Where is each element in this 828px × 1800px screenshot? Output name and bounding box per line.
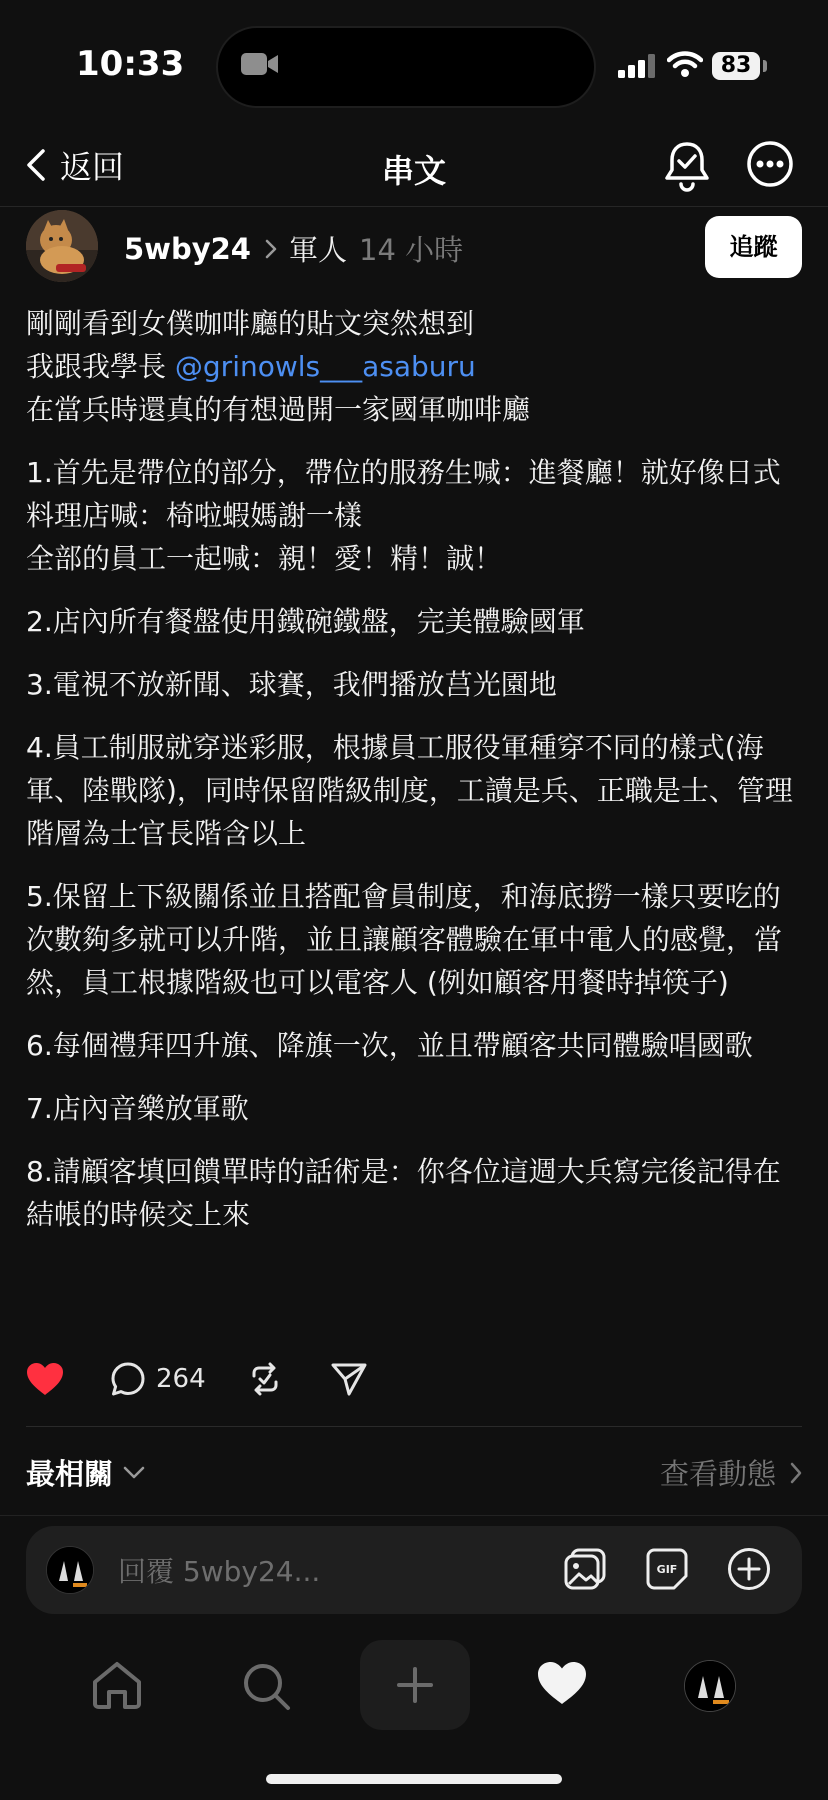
sort-label: 最相關 [26, 1457, 114, 1491]
add-circle-icon[interactable] [726, 1546, 772, 1592]
heart-filled-icon [26, 1362, 64, 1396]
tab-search[interactable] [240, 1660, 292, 1712]
post-intro [26, 302, 802, 431]
clock: 10:33 [76, 44, 185, 84]
thread-header [0, 130, 828, 207]
post-point-1: 1.首先是帶位的部分，帶位的服務生喊：進餐廳！就好像日式料理店喊：椅啦蝦媽謝一樣 全部的員工一起喊：親！愛！精！誠！ [26, 456, 781, 575]
home-indicator [266, 1774, 562, 1784]
chevron-left-icon [26, 148, 46, 182]
user-mention[interactable]: @grinowls___asaburu [174, 350, 476, 383]
like-button[interactable] [26, 1362, 64, 1396]
post-line: 剛剛看到女僕咖啡廳的貼文突然想到 [26, 307, 475, 340]
post-timestamp: 14 小時 [359, 233, 464, 267]
divider [0, 1515, 828, 1516]
post-point-3: 3.電視不放新聞、球賽，我們播放莒光園地 [26, 668, 557, 701]
cellular-signal-icon [618, 54, 658, 78]
repost-icon [246, 1360, 284, 1398]
view-activity-label: 查看動態 [659, 1457, 776, 1491]
post-line: 我跟我學長 @grinowls___asaburu [26, 350, 476, 383]
chevron-right-icon [790, 1462, 802, 1484]
tab-home[interactable] [90, 1660, 144, 1710]
back-label: 返回 [60, 148, 125, 186]
follow-button[interactable]: 追蹤 [705, 216, 802, 278]
send-icon [330, 1361, 368, 1397]
author-username[interactable]: 5wby24 [124, 231, 251, 266]
battery-indicator: 83 [712, 52, 760, 80]
back-button[interactable] [26, 140, 124, 190]
home-icon [90, 1660, 144, 1710]
post-point-5: 5.保留上下級關係並且搭配會員制度，和海底撈一樣只要吃的次數夠多就可以升階，並且讓顧客體驗在軍中電人的感覺，當然，員工根據階級也可以電客人 (例如顧客用餐時掉筷子) [26, 880, 783, 999]
page-title: 串文 [381, 152, 446, 190]
post-point-8: 8.請顧客填回饋單時的話術是：你各位這週大兵寫完後記得在結帳的時候交上來 [26, 1155, 781, 1231]
post-point-2: 2.店內所有餐盤使用鐵碗鐵盤，完美體驗國軍 [26, 605, 585, 638]
status-bar [0, 0, 828, 130]
tab-profile[interactable] [684, 1660, 736, 1712]
post-point-6: 6.每個禮拜四升旗、降旗一次，並且帶顧客共同體驗唱國歌 [26, 1029, 753, 1062]
view-activity-link[interactable] [660, 1452, 802, 1493]
video-camera-icon [240, 50, 280, 78]
reply-bar [26, 1526, 802, 1614]
more-options-icon[interactable] [744, 138, 796, 190]
author-line [124, 228, 463, 269]
notification-bell-icon[interactable] [662, 138, 712, 192]
gif-icon[interactable] [644, 1546, 690, 1592]
sort-dropdown[interactable] [26, 1452, 145, 1493]
divider [26, 1426, 802, 1427]
post-point-7: 7.店內音樂放軍歌 [26, 1092, 249, 1125]
my-avatar [46, 1546, 94, 1594]
author-avatar[interactable] [26, 210, 98, 282]
wifi-icon [667, 50, 703, 78]
heart-icon [536, 1660, 588, 1706]
comment-bubble-icon [110, 1361, 146, 1397]
comment-count: 264 [156, 1364, 206, 1394]
post-point-4: 4.員工制服就穿迷彩服，根據員工服役軍種穿不同的樣式(海軍、陸戰隊)，同時保留階級制度，工讀是兵、正職是士、管理階層為士官長階含以上 [26, 731, 793, 850]
svg-text:GIF: GIF [656, 1563, 678, 1576]
topic-tag[interactable]: 軍人 [289, 233, 348, 267]
comment-button[interactable] [110, 1361, 206, 1397]
share-button[interactable] [330, 1361, 368, 1397]
post-content [26, 302, 802, 1256]
tab-activity[interactable] [536, 1660, 588, 1706]
plus-icon [395, 1665, 435, 1705]
repost-button[interactable] [246, 1360, 284, 1398]
post-line: 在當兵時還真的有想過開一家國軍咖啡廳 [26, 393, 531, 426]
post-actions [26, 1358, 368, 1400]
chevron-right-icon [265, 239, 277, 259]
chevron-down-icon [123, 1466, 145, 1480]
image-attach-icon[interactable] [562, 1546, 608, 1592]
search-icon [240, 1660, 292, 1712]
tab-new-post[interactable] [360, 1640, 470, 1730]
reply-input[interactable]: 回覆 5wby24... [118, 1555, 321, 1588]
battery-tip [763, 60, 767, 72]
